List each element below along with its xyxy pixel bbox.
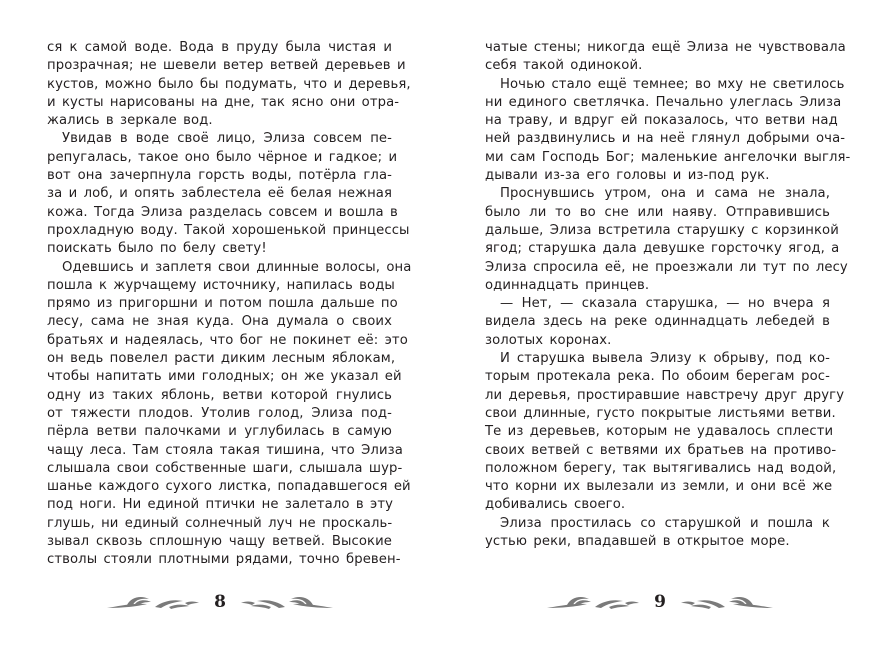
text-line: добивались своего. bbox=[485, 497, 626, 513]
left-ornament-icon bbox=[105, 591, 200, 613]
text-line: пёрла ветви палочками и углубилась в самую bbox=[47, 424, 392, 440]
text-line: ни единого светлячка. Печально улеглась Элиза bbox=[485, 94, 842, 110]
text-line: своих ветвей с ветвями их братьев на противо- bbox=[485, 442, 837, 458]
text-line: Увидав в воде своё лицо, Элиза совсем пе- bbox=[62, 131, 392, 147]
text-line: Ночью стало ещё темнее; во мху не светилось bbox=[500, 76, 845, 92]
text-line: ся к самой воде. Вода в пруду была чистая и bbox=[47, 40, 392, 55]
text-line: видела здесь на реке одиннадцать лебедей в bbox=[485, 314, 830, 330]
text-line: чащу леса. Там стояла такая тишина, что Элиза bbox=[47, 442, 403, 458]
page-number: 8 bbox=[214, 592, 226, 612]
left-page-text bbox=[47, 39, 412, 570]
text-line: торым протекала река. По обоим берегам рос- bbox=[485, 369, 830, 385]
text-line: ней раздвинулись и на неё глянул добрыми оча- bbox=[485, 131, 846, 147]
text-line: чатые стены; никогда ещё Элиза не чувствовала bbox=[485, 40, 846, 55]
text-line: зывал сквозь сплошную чащу ветвей. Высокие bbox=[47, 534, 392, 550]
text-line: Те из деревьев, которым не удавалось сплести bbox=[485, 424, 834, 440]
right-page-text bbox=[485, 39, 851, 551]
text-line: кожа. Тогда Элиза разделась совсем и вошла в bbox=[47, 204, 398, 220]
text-line: репугалась, такое оно было чёрное и гадкое; и bbox=[47, 149, 398, 165]
text-line: от тяжести плодов. Утолив голод, Элиза под- bbox=[47, 405, 392, 421]
text-line: золотых коронах. bbox=[485, 332, 612, 348]
text-line: прямо из пригоршни и потом пошла дальше по bbox=[47, 296, 398, 312]
text-line: что корни их вылезали из земли, и они всё же bbox=[485, 479, 833, 495]
left-ornament-icon bbox=[545, 591, 640, 613]
text-line: глушь, ни единый солнечный луч не проскаль- bbox=[47, 515, 393, 531]
page-number: 9 bbox=[654, 592, 666, 612]
text-line: Элиза простилась со старушкой и пошла к bbox=[500, 515, 830, 531]
text-line: одиннадцать принцев. bbox=[485, 277, 650, 293]
text-line: ягод; старушка дала девушке горсточку ягод, а bbox=[485, 241, 840, 257]
text-line: и кусты нарисованы на дне, так ясно они отра- bbox=[47, 94, 400, 110]
text-line: вот она зачерпнула горсть воды, потёрла гла- bbox=[47, 168, 392, 184]
text-line: слышала свои собственные шаги, слышала шур- bbox=[47, 460, 403, 476]
text-line: дывали из-за его головы и из-под рук. bbox=[485, 168, 770, 184]
text-line: он ведь повелел расти диким лесным яблокам, bbox=[47, 351, 396, 367]
text-line: И старушка вывела Элизу к обрыву, под ко- bbox=[500, 351, 830, 367]
text-line: лесу, сама не зная куда. Она думала о своих bbox=[47, 314, 392, 330]
text-line: жались в зеркале вод. bbox=[47, 113, 213, 129]
text-line: Элиза спросила её, не проезжали ли тут по лесу bbox=[485, 259, 848, 275]
text-line: Проснувшись утром, она и сама не знала, bbox=[500, 186, 830, 202]
text-line: чтобы напитать ими голодных; он же указал ей bbox=[47, 369, 402, 385]
text-line: прохладную воду. Такой хорошенькой принцессы bbox=[47, 222, 410, 238]
text-line: дальше, Элиза встретила старушку с корзинкой bbox=[485, 222, 839, 238]
text-line: положном берегу, так вытягивались над водой, bbox=[485, 460, 837, 476]
text-line: на траву, и вдруг ей показалось, что ветви над bbox=[485, 113, 838, 129]
right-ornament-icon bbox=[680, 591, 775, 613]
text-line: под ноги. Ни единой птички не залетало в эту bbox=[47, 497, 394, 513]
text-line: поискать было по белу свету! bbox=[47, 241, 267, 257]
text-line: Одевшись и заплетя свои длинные волосы, она bbox=[62, 259, 412, 275]
text-line: устью реки, впадавшей в открытое море. bbox=[485, 534, 790, 550]
text-line: себя такой одинокой. bbox=[485, 58, 643, 74]
text-line: — Нет, — сказала старушка, — но вчера я bbox=[500, 296, 830, 312]
right-ornament-icon bbox=[240, 591, 335, 613]
text-line: свои длинные, густо покрытые листьями ветви. bbox=[485, 405, 836, 421]
text-line: стволы стояли плотными рядами, точно бревен- bbox=[47, 552, 401, 568]
text-line: пошла к журчащему источнику, напилась воды bbox=[47, 277, 395, 293]
text-line: кустов, можно было бы подумать, что и деревья, bbox=[47, 76, 411, 92]
text-line: прозрачная; не шевели ветер ветвей деревьев и bbox=[47, 58, 406, 74]
text-line: ми сам Господь Бог; маленькие ангелочки выгля- bbox=[485, 149, 851, 165]
text-line: было ли то во сне или наяву. Отправившись bbox=[485, 204, 830, 220]
left-page-footer bbox=[100, 586, 340, 618]
text-line: шанье каждого сухого листка, попадавшегося ей bbox=[47, 479, 411, 495]
right-page-footer bbox=[540, 586, 780, 618]
text-line: братьях и надеялась, что бог не покинет её: это bbox=[47, 332, 408, 348]
text-line: ли деревья, простиравшие навстречу друг другу bbox=[485, 387, 845, 403]
text-line: за и лоб, и опять заблестела её белая нежная bbox=[47, 186, 392, 202]
text-line: одну из таких яблонь, ветви которой гнулись bbox=[47, 387, 392, 403]
